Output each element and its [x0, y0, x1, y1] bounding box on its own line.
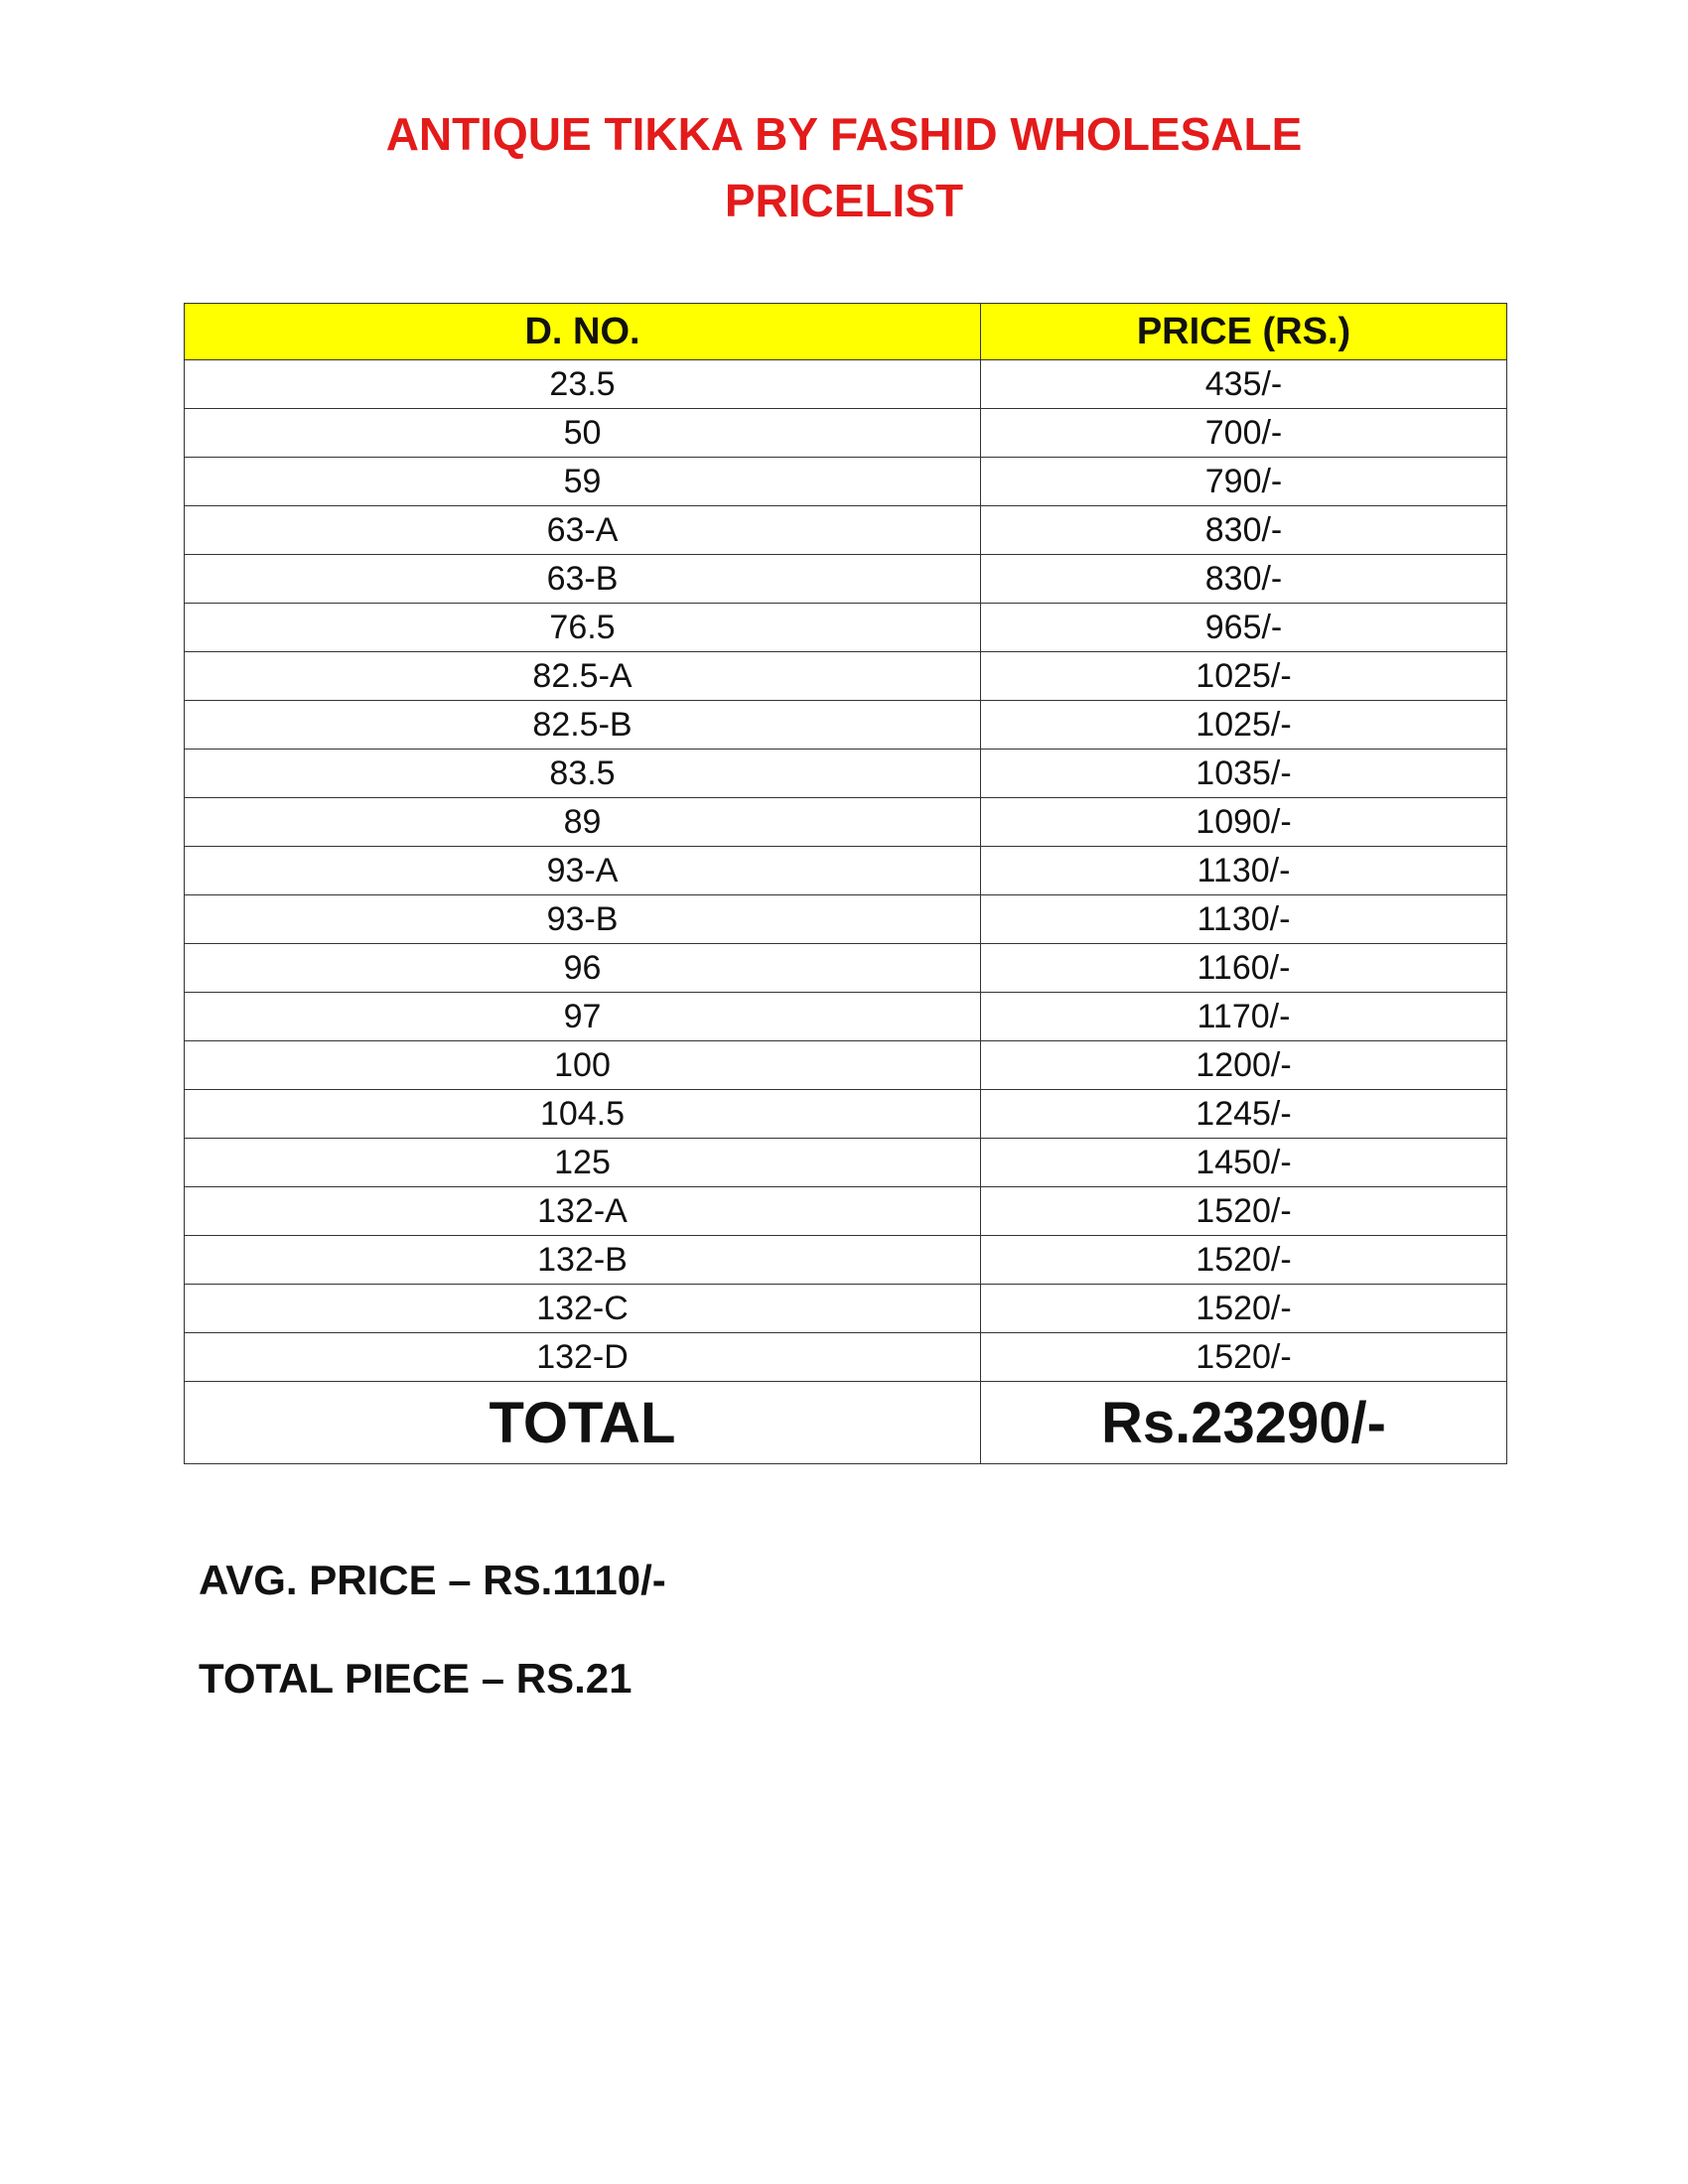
cell-price: 1245/-	[981, 1090, 1507, 1139]
cell-price: 1090/-	[981, 798, 1507, 847]
table-row	[185, 1285, 1507, 1333]
table-row	[185, 750, 1507, 798]
total-value: Rs.23290/-	[981, 1382, 1507, 1464]
cell-dno: 59	[185, 458, 981, 506]
cell-price: 1520/-	[981, 1333, 1507, 1382]
cell-dno: 23.5	[185, 360, 981, 409]
column-header-price: PRICE (RS.)	[981, 304, 1507, 360]
cell-dno: 100	[185, 1041, 981, 1090]
table-body	[185, 360, 1507, 1382]
cell-dno: 96	[185, 944, 981, 993]
cell-price: 1130/-	[981, 847, 1507, 895]
cell-price: 435/-	[981, 360, 1507, 409]
table-row	[185, 1333, 1507, 1382]
cell-price: 830/-	[981, 555, 1507, 604]
cell-dno: 83.5	[185, 750, 981, 798]
cell-price: 1520/-	[981, 1236, 1507, 1285]
cell-dno: 132-D	[185, 1333, 981, 1382]
cell-price: 1130/-	[981, 895, 1507, 944]
cell-price: 1200/-	[981, 1041, 1507, 1090]
cell-price: 830/-	[981, 506, 1507, 555]
price-table	[184, 303, 1507, 1464]
total-row	[185, 1382, 1507, 1464]
cell-dno: 104.5	[185, 1090, 981, 1139]
cell-dno: 132-B	[185, 1236, 981, 1285]
table-row	[185, 1090, 1507, 1139]
cell-dno: 63-B	[185, 555, 981, 604]
cell-price: 1520/-	[981, 1285, 1507, 1333]
cell-dno: 76.5	[185, 604, 981, 652]
cell-dno: 82.5-B	[185, 701, 981, 750]
cell-dno: 97	[185, 993, 981, 1041]
table-row	[185, 1041, 1507, 1090]
table-row	[185, 652, 1507, 701]
table-row	[185, 701, 1507, 750]
table-row	[185, 1187, 1507, 1236]
cell-dno: 89	[185, 798, 981, 847]
column-header-dno: D. NO.	[185, 304, 981, 360]
cell-dno: 63-A	[185, 506, 981, 555]
total-piece: TOTAL PIECE – RS.21	[199, 1655, 633, 1702]
cell-dno: 132-A	[185, 1187, 981, 1236]
cell-dno: 93-B	[185, 895, 981, 944]
page-subtitle: PRICELIST	[724, 175, 964, 226]
cell-dno: 50	[185, 409, 981, 458]
cell-dno: 125	[185, 1139, 981, 1187]
table-row	[185, 409, 1507, 458]
cell-dno: 93-A	[185, 847, 981, 895]
avg-price: AVG. PRICE – RS.1110/-	[199, 1557, 666, 1603]
page-title: ANTIQUE TIKKA BY FASHID WHOLESALE	[385, 108, 1303, 160]
cell-price: 1170/-	[981, 993, 1507, 1041]
table-row	[185, 458, 1507, 506]
cell-price: 1035/-	[981, 750, 1507, 798]
total-label: TOTAL	[185, 1382, 981, 1464]
table-row	[185, 360, 1507, 409]
cell-price: 700/-	[981, 409, 1507, 458]
cell-dno: 82.5-A	[185, 652, 981, 701]
table-header-row	[185, 304, 1507, 360]
table-row	[185, 1139, 1507, 1187]
table-row	[185, 847, 1507, 895]
table-row	[185, 895, 1507, 944]
table-row	[185, 944, 1507, 993]
cell-price: 965/-	[981, 604, 1507, 652]
table-row	[185, 993, 1507, 1041]
cell-dno: 132-C	[185, 1285, 981, 1333]
table-row	[185, 506, 1507, 555]
cell-price: 1450/-	[981, 1139, 1507, 1187]
cell-price: 1025/-	[981, 652, 1507, 701]
table-row	[185, 1236, 1507, 1285]
table-row	[185, 555, 1507, 604]
cell-price: 1025/-	[981, 701, 1507, 750]
cell-price: 1160/-	[981, 944, 1507, 993]
table-row	[185, 604, 1507, 652]
cell-price: 790/-	[981, 458, 1507, 506]
cell-price: 1520/-	[981, 1187, 1507, 1236]
table-row	[185, 798, 1507, 847]
